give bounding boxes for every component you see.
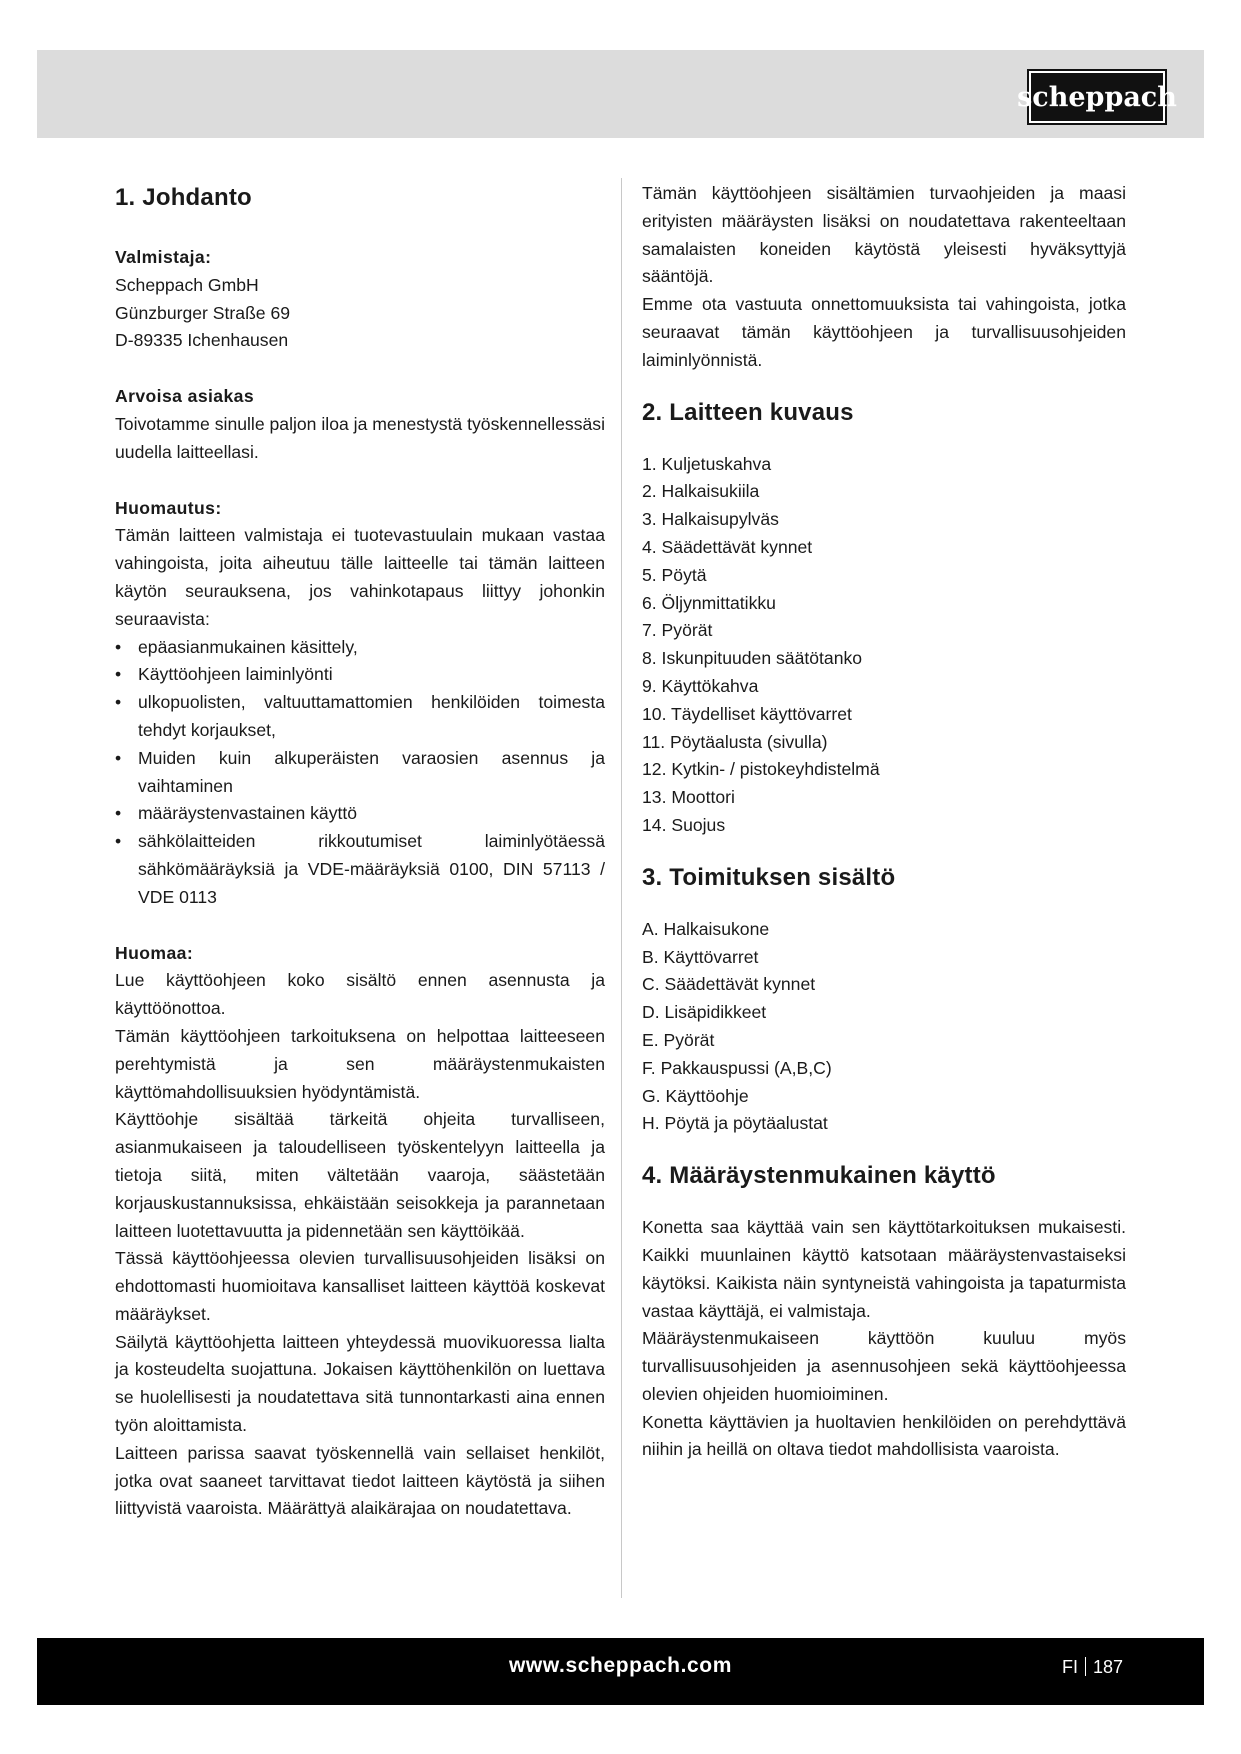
intended-use-paragraph: Konetta saa käyttää vain sen käyttötarkoituksen mukaisesti. Kaikki muunlainen käyttö katsotaan määräystenvastaiseksi käytöksi. Kaikista näin syntyneistä vahingoista ja tapaturmista vastaa käyttäjä, ei valmistaja. [642, 1217, 1126, 1321]
list-item: 14. Suojus [642, 814, 726, 835]
page-number: 187 [1092, 1657, 1123, 1677]
attention-paragraph: Tässä käyttöohjeessa olevien turvallisuusohjeiden lisäksi on ehdottomasti huomioitava kansalliset laitteen käyttöä koskevat määräykset. [115, 1248, 605, 1324]
scheppach-logo: scheppach [1029, 71, 1165, 123]
dear-customer-label: Arvoisa asiakas [115, 386, 255, 407]
intro-paragraph: Emme ota vastuuta onnettomuuksista tai vahingoista, jotka seuraavat tämän käyttöohjeen ja turvallisuusohjeiden laiminlyönnistä. [642, 294, 1126, 370]
list-item: A. Halkaisukone [642, 918, 770, 939]
list-item: D. Lisäpidikkeet [642, 1002, 767, 1023]
list-item: H. Pöytä ja pöytäalustat [642, 1113, 828, 1134]
section-4-title: 4. Määräystenmukainen käyttö [642, 1162, 996, 1190]
note-label: Huomautus: [115, 497, 222, 518]
section-2-title: 2. Laitteen kuvaus [642, 398, 854, 426]
section-3-title: 3. Toimituksen sisältö [642, 863, 896, 891]
list-item: • sähkölaitteiden rikkoutumiset laiminlyötäessä sähkömääräyksiä ja VDE-määräyksiä 0100, DIN 57113 / VDE 0113 [115, 828, 605, 911]
footer-website-link[interactable]: www.scheppach.com [509, 1654, 732, 1677]
list-item: 1. Kuljetuskahva [642, 453, 772, 474]
list-item: • Muiden kuin alkuperäisten varaosien asennus ja vaihtaminen [115, 745, 605, 801]
dear-customer-text: Toivotamme sinulle paljon iloa ja menestystä työskennellessäsi uudella laitteellasi. [115, 413, 605, 462]
manufacturer-label: Valmistaja: [115, 247, 212, 267]
list-item: G. Käyttöohje [642, 1085, 749, 1106]
list-item: C. Säädettävät kynnet [642, 974, 816, 995]
list-item: • määräystenvastainen käyttö [115, 800, 605, 828]
list-item: 5. Pöytä [642, 564, 707, 585]
right-column [642, 180, 1126, 1464]
section-1-title: 1. Johdanto [115, 184, 252, 211]
attention-paragraph: Tämän käyttöohjeen tarkoituksena on helpottaa laitteeseen perehtymistä ja sen määräystenmukaisten käyttömahdollisuuksien hyödyntämistä. [115, 1025, 605, 1102]
list-item: • Käyttöohjeen laiminlyönti [115, 661, 605, 689]
intro-paragraph: Tämän käyttöohjeen sisältämien turvaohjeiden ja maasi erityisten määräysten lisäksi on noudatettava rakenteeltaan samalaisten koneiden käytöstä yleisesti hyväksyttyjä sääntöjä. [642, 183, 1126, 287]
column-divider [621, 178, 622, 1598]
left-column [115, 180, 605, 1523]
list-item: 3. Halkaisupylväs [642, 509, 779, 530]
list-item: 11. Pöytäalusta (sivulla) [642, 731, 828, 752]
intended-use-paragraph: Määräystenmukaiseen käyttöön kuuluu myös turvallisuusohjeiden ja asennusohjeen sekä käyttöohjeessa olevien ohjeiden huomioiminen. [642, 1328, 1126, 1404]
attention-paragraph: Lue käyttöohjeen koko sisältö ennen asennusta ja käyttöönottoa. [115, 970, 605, 1019]
list-item: • ulkopuolisten, valtuuttamattomien henkilöiden toimesta tehdyt korjaukset, [115, 689, 605, 745]
list-item: 7. Pyörät [642, 620, 713, 641]
footer-page-indicator [1062, 1657, 1123, 1678]
list-item: 9. Käyttökahva [642, 675, 759, 696]
attention-paragraph: Säilytä käyttöohjetta laitteen yhteydessä muovikuoressa lialta ja kosteudelta suojattuna. Jokaisen käyttöhenkilön on luettava se huolellisesti ja noudatettava sitä tunnontarkasti aina ennen työn aloittamista. [115, 1331, 605, 1436]
list-item: 10. Täydelliset käyttövarret [642, 703, 852, 724]
attention-paragraph: Laitteen parissa saavat työskennellä vain sellaiset henkilöt, jotka ovat saaneet tarvittavat tiedot laitteen käytöstä ja siihen liittyvistä vaaroista. Määrättyä alaikärajaa on noudatettava. [115, 1442, 605, 1519]
list-item: 2. Halkaisukiila [642, 481, 760, 502]
delivery-contents-list [642, 916, 1126, 1138]
list-item: 4. Säädettävät kynnet [642, 536, 813, 557]
list-item: B. Käyttövarret [642, 946, 759, 967]
attention-label: Huomaa: [115, 942, 194, 963]
page-separator [1085, 1657, 1086, 1676]
list-item: 6. Öljynmittatikku [642, 592, 776, 613]
list-item: 8. Iskunpituuden säätötanko [642, 648, 863, 669]
intended-use-paragraph: Konetta käyttävien ja huoltavien henkilöiden on perehdyttävä niihin ja heillä on oltava tiedot mahdollisista vaaroista. [642, 1411, 1126, 1460]
list-item: E. Pyörät [642, 1029, 715, 1050]
language-code: FI [1061, 1657, 1078, 1677]
attention-paragraph: Käyttöohje sisältää tärkeitä ohjeita turvalliseen, asianmukaiseen ja taloudelliseen työskentelyyn laitteella ja tietoja siitä, miten vältetään vaaroja, säästetään korjauskustannuksissa, ehkäistään seisokkeja ja parannetaan laitteen luotettavuutta ja pidennetään sen käyttöikää. [115, 1109, 605, 1241]
note-text: Tämän laitteen valmistaja ei tuotevastuulain mukaan vastaa vahingoista, joita aiheutuu tälle laitteelle tai tämän laitteen käytön seurauksena, jos vahinkotapaus liittyy johonkin seuraavista: [115, 525, 605, 629]
list-item: 12. Kytkin- / pistokeyhdistelmä [642, 759, 880, 780]
list-item: F. Pakkauspussi (A,B,C) [642, 1057, 832, 1078]
list-item: • epäasianmukainen käsittely, [115, 634, 605, 662]
manufacturer-street: Günzburger Straße 69 [115, 302, 291, 323]
note-bullet-list [115, 634, 605, 912]
device-parts-list [642, 451, 1126, 840]
manufacturer-name: Scheppach GmbH [115, 274, 259, 295]
list-item: 13. Moottori [642, 787, 735, 808]
manufacturer-city: D-89335 Ichenhausen [115, 330, 289, 351]
